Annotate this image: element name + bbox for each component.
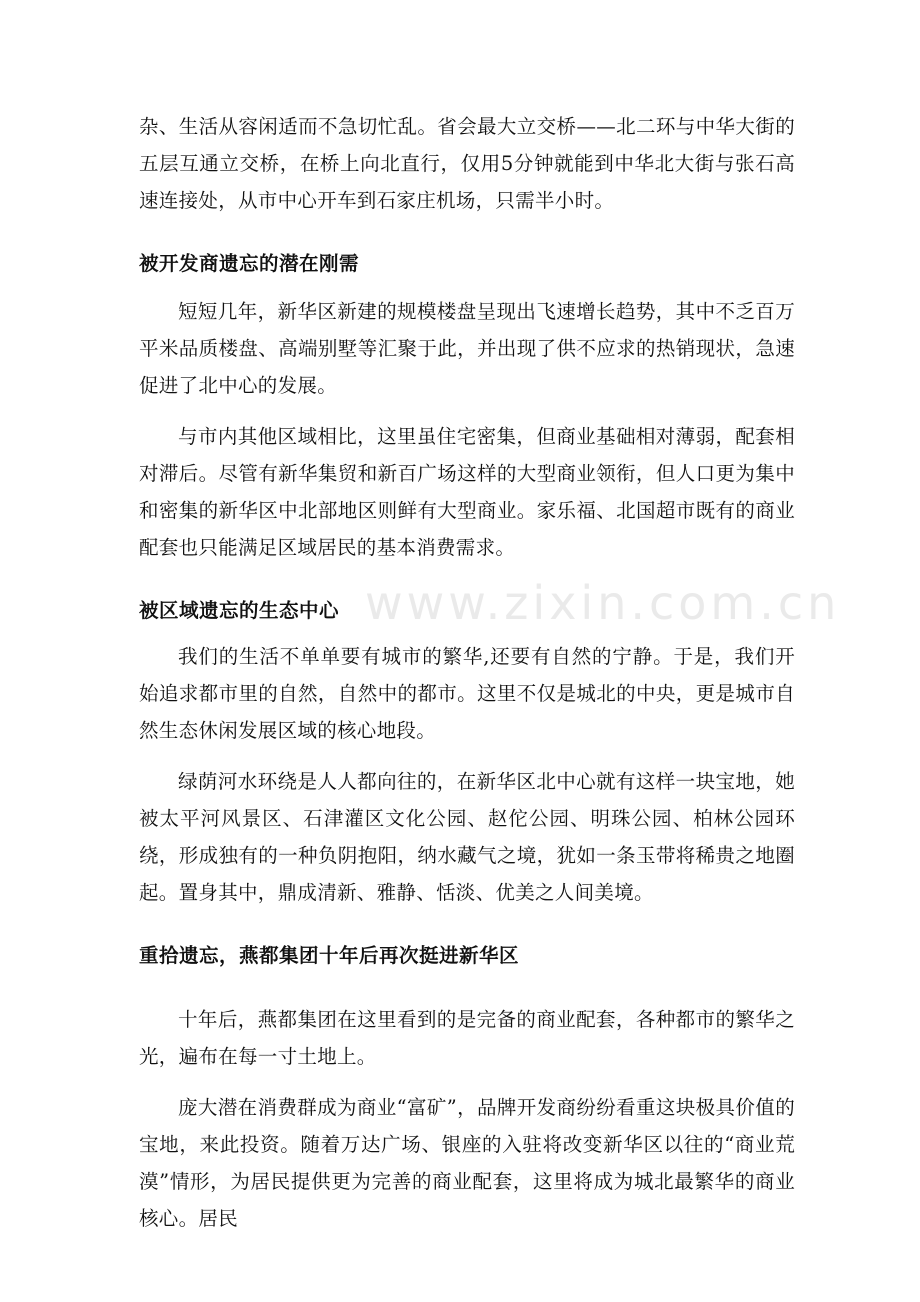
watermark: www.zixin.com.cn xyxy=(365,576,841,630)
section-heading-1: 被开发商遗忘的潜在刚需 xyxy=(139,252,360,275)
intro-paragraph: 杂、生活从容闲适而不急切忙乱。省会最大立交桥——北二环与中华大街的五层互通立交桥，在桥上向北直行，仅用5分钟就能到中华北大街与张石高速连接处，从市中心开车到石家庄机场，只需半小时。 xyxy=(139,115,795,212)
document-body xyxy=(139,108,795,1237)
paragraph-2: 与市内其他区域相比，这里虽住宅密集，但商业基础相对薄弱，配套相对滞后。尽管有新华集贸和新百广场这样的大型商业领衔，但人口更为集中和密集的新华区中北部地区则鲜有大型商业。家乐福、北国超市既有的商业配套也只能满足区域居民的基本消费需求。 xyxy=(139,425,795,559)
paragraph-5: 十年后，燕都集团在这里看到的是完备的商业配套，各种都市的繁华之光，遍布在每一寸土地上。 xyxy=(139,1008,795,1068)
paragraph-3: 我们的生活不单单要有城市的繁华,还要有自然的宁静。于是，我们开始追求都市里的自然，自然中的都市。这里不仅是城北的中央，更是城市自然生态休闲发展区域的核心地段。 xyxy=(139,645,795,742)
paragraph-6: 庞大潜在消费群成为商业“富矿”，品牌开发商纷纷看重这块极具价值的宝地，来此投资。随着万达广场、银座的入驻将改变新华区以往的“商业荒漠”情形，为居民提供更为完善的商业配套，这里将成为城北最繁华的商业核心。居民 xyxy=(139,1096,795,1230)
section-heading-3: 重拾遗忘，燕都集团十年后再次挺进新华区 xyxy=(139,944,520,967)
section-heading-2: 被区域遗忘的生态中心 xyxy=(139,599,340,622)
paragraph-1: 短短几年，新华区新建的规模楼盘呈现出飞速增长趋势，其中不乏百万平米品质楼盘、高端别墅等汇聚于此，并出现了供不应求的热销现状，急速促进了北中心的发展。 xyxy=(139,300,795,397)
paragraph-4: 绿荫河水环绕是人人都向往的，在新华区北中心就有这样一块宝地，她被太平河风景区、石津灌区文化公园、赵佗公园、明珠公园、柏林公园环绕，形成独有的一种负阴抱阳，纳水藏气之境，犹如一条玉带将稀贵之地圈起。置身其中，鼎成清新、雅静、恬淡、优美之人间美境。 xyxy=(139,770,795,904)
